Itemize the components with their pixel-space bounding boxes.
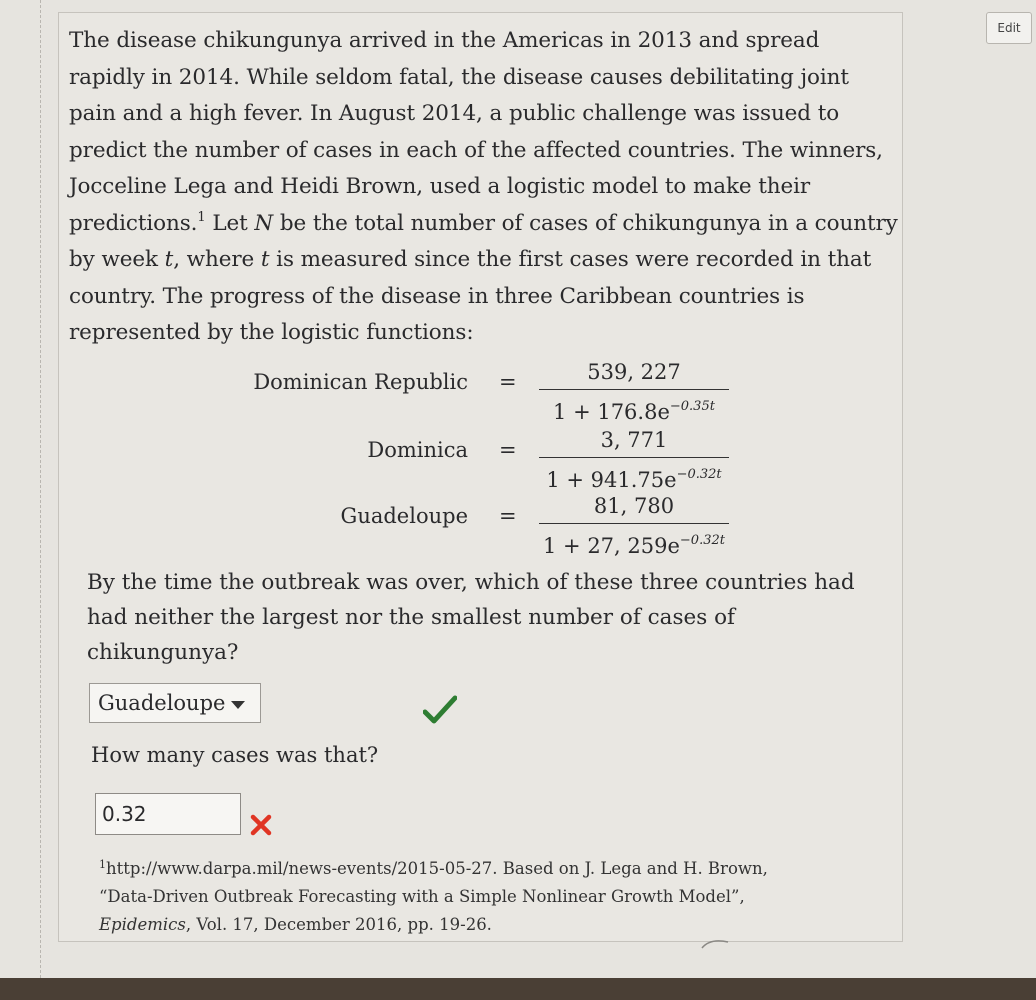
equals-sign: = xyxy=(499,438,517,462)
text-part5: is measured since the first cases were recorded in that country. The progress of the disease in three Caribbean countries is represented by the logistic functions: xyxy=(69,247,872,345)
cases-answer-input[interactable]: 0.32 xyxy=(95,793,241,835)
country-select[interactable] xyxy=(89,683,261,723)
exponent: −0.32t xyxy=(676,467,722,482)
equals-sign: = xyxy=(499,370,517,394)
text-part2: Let xyxy=(205,210,255,236)
fraction xyxy=(539,425,729,490)
footnote-title: “Data-Driven Outbreak Forecasting with a Simple Nonlinear Growth Model”, xyxy=(99,887,745,906)
problem-text xyxy=(69,23,899,352)
equation-row xyxy=(59,357,902,423)
numerator: 539, 227 xyxy=(587,360,681,384)
edit-button[interactable]: Edit xyxy=(986,12,1032,44)
country-name: Guadeloupe xyxy=(340,504,468,528)
numerator: 3, 771 xyxy=(600,428,668,452)
denominator-base: 1 + 176.8e xyxy=(553,400,670,424)
var-t: t xyxy=(260,247,270,272)
footnote xyxy=(99,855,859,939)
fraction xyxy=(539,357,729,422)
left-margin-rule xyxy=(40,0,42,978)
text-part3: be the total number of cases of chikungunya in a country by week xyxy=(69,210,898,272)
fraction xyxy=(539,491,729,556)
denominator xyxy=(539,460,729,490)
equation-row xyxy=(59,491,902,557)
fraction-bar xyxy=(539,457,729,458)
denominator xyxy=(539,392,729,422)
exponent: −0.35t xyxy=(669,399,715,414)
footnote-details: , Vol. 17, December 2016, pp. 19-26. xyxy=(185,915,492,934)
footnote-number: 1 xyxy=(99,858,106,871)
selected-value: Guadeloupe xyxy=(98,691,226,715)
text-part1: The disease chikungunya arrived in the Americas in 2013 and spread rapidly in 2014. While seldom fatal, the disease causes debilitating joint pain and a high fever. In August 2014, a public challenge was issued to predict the number of cases in each of the affected countries. The winners, Jocceline Lega and Heidi Brown, used a logistic model to make their predictions. xyxy=(69,28,883,236)
text-part4: , where xyxy=(173,247,261,272)
monitor-bezel xyxy=(0,978,1036,1000)
exponent: −0.32t xyxy=(679,533,725,548)
equation-row xyxy=(59,425,902,491)
denominator-base: 1 + 27, 259e xyxy=(543,534,680,558)
question-2: How many cases was that? xyxy=(91,743,379,767)
fraction-bar xyxy=(539,523,729,524)
equals-sign: = xyxy=(499,504,517,528)
question-1: By the time the outbreak was over, which of these three countries had had neither the largest nor the smallest number of cases of chikungunya? xyxy=(87,570,855,665)
var-N: N xyxy=(254,210,274,236)
footnote-link[interactable]: http://www.darpa.mil/news-events/2015-05-27. Based on J. Lega and H. Brown, xyxy=(106,859,768,878)
incorrect-x-icon xyxy=(249,813,273,837)
footnote-mark[interactable]: 1 xyxy=(197,209,206,225)
problem-card xyxy=(58,12,903,942)
fraction-bar xyxy=(539,389,729,390)
footnote-journal: Epidemics xyxy=(99,915,186,934)
country-name: Dominican Republic xyxy=(253,370,468,394)
country-name: Dominica xyxy=(367,438,468,462)
denominator-base: 1 + 941.75e xyxy=(546,468,677,492)
chevron-down-icon xyxy=(231,701,245,709)
pen-mark-icon xyxy=(700,936,730,950)
correct-check-icon xyxy=(423,695,457,725)
numerator: 81, 780 xyxy=(593,494,675,518)
denominator xyxy=(539,526,729,556)
var-t: t xyxy=(164,247,174,272)
